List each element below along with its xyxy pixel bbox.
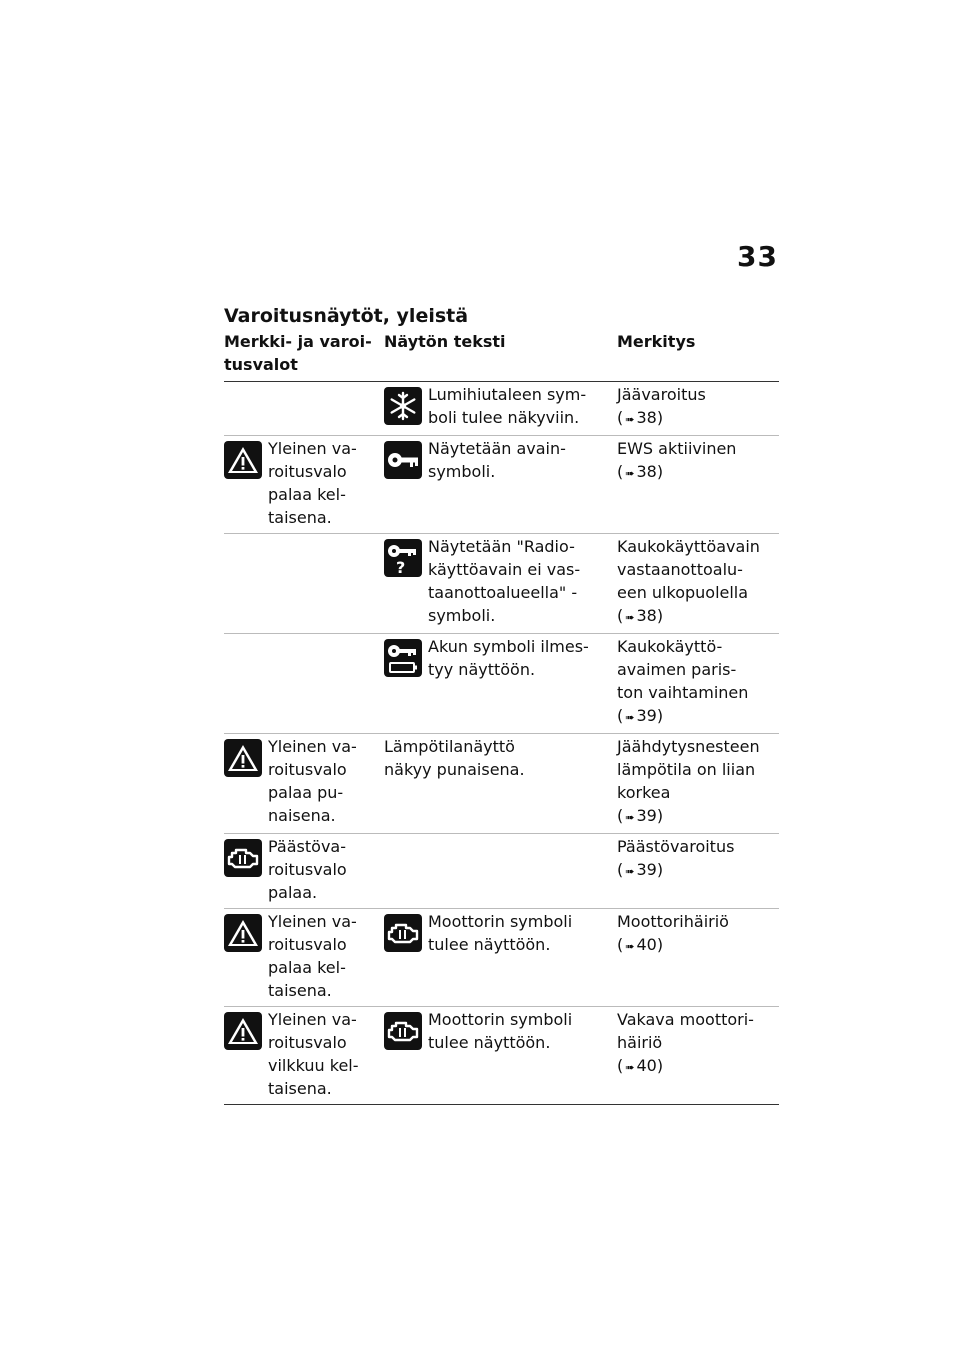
page-reference-link[interactable]: ( ➠ 38) — [617, 606, 663, 625]
cell-meaning — [617, 834, 779, 909]
arrow-right-icon: ➠ — [625, 413, 635, 426]
key-question-icon — [384, 539, 422, 577]
page-reference-number: 39 — [636, 806, 657, 825]
page-reference-number: 38 — [636, 606, 657, 625]
svg-text:?: ? — [396, 558, 406, 574]
header-meaning: Merkitys — [617, 330, 779, 382]
page-reference-number: 40 — [636, 935, 657, 954]
arrow-right-icon: ➠ — [625, 940, 635, 953]
cell-display — [384, 734, 617, 834]
cell-light — [224, 382, 384, 436]
display-text: Näytetään "Radio- käyttöavain ei vas- taanottoalueella" - symboli. — [428, 537, 581, 625]
table-row — [224, 1007, 779, 1105]
light-description: Päästöva- roitusvalo palaa. — [268, 837, 347, 902]
cell-light — [224, 734, 384, 834]
warning-triangle-icon — [224, 1012, 262, 1050]
page-reference-link[interactable]: ( ➠ 38) — [617, 408, 663, 427]
light-description: Yleinen va- roitusvalo palaa kel- taisena. — [268, 439, 357, 527]
light-description: Yleinen va- roitusvalo palaa kel- taisena. — [268, 912, 357, 1000]
meaning-text: Kaukokäyttöavain vastaanottoalu- een ulkopuolella — [617, 537, 760, 602]
display-text: Lämpötilanäyttö näkyy punaisena. — [384, 737, 525, 779]
meaning-text: Jäähdytysnesteen lämpötila on liian korkea — [617, 737, 760, 802]
table-header-row — [224, 330, 779, 382]
cell-meaning — [617, 382, 779, 436]
page-reference-link[interactable]: ( ➠ 38) — [617, 462, 663, 481]
cell-display — [384, 436, 617, 534]
table-row — [224, 382, 779, 436]
table-row — [224, 436, 779, 534]
page-reference-number: 38 — [636, 408, 657, 427]
snowflake-icon — [384, 387, 422, 425]
cell-display — [384, 634, 617, 734]
arrow-right-icon: ➠ — [625, 865, 635, 878]
cell-display — [384, 382, 617, 436]
meaning-text: Moottorihäiriö — [617, 912, 729, 931]
section-title: Varoitusnäytöt, yleistä — [224, 305, 469, 327]
arrow-right-icon: ➠ — [625, 467, 635, 480]
cell-display — [384, 909, 617, 1007]
light-description: Yleinen va- roitusvalo vilkkuu kel- taisena. — [268, 1010, 359, 1098]
page-reference-link[interactable]: ( ➠ 39) — [617, 860, 663, 879]
table-body — [224, 382, 779, 1105]
display-text: Näytetään avain- symboli. — [428, 439, 566, 481]
warning-table — [224, 330, 779, 1105]
table-row — [224, 909, 779, 1007]
cell-meaning — [617, 734, 779, 834]
arrow-right-icon: ➠ — [625, 711, 635, 724]
page-reference-link[interactable]: ( ➠ 39) — [617, 706, 663, 725]
arrow-right-icon: ➠ — [625, 1061, 635, 1074]
arrow-right-icon: ➠ — [625, 611, 635, 624]
meaning-text: Päästövaroitus — [617, 837, 735, 856]
display-text: Akun symboli ilmes- tyy näyttöön. — [428, 637, 589, 679]
page-reference-number: 40 — [636, 1056, 657, 1075]
key-icon — [384, 441, 422, 479]
header-lights: Merkki- ja varoi- tusvalot — [224, 330, 384, 382]
warning-triangle-icon — [224, 739, 262, 777]
page-reference-number: 38 — [636, 462, 657, 481]
meaning-text: Kaukokäyttö- avaimen paris- ton vaihtaminen — [617, 637, 749, 702]
light-description: Yleinen va- roitusvalo palaa pu- naisena. — [268, 737, 357, 825]
meaning-text: Jäävaroitus — [617, 385, 706, 404]
warning-triangle-icon — [224, 914, 262, 952]
cell-light — [224, 534, 384, 634]
key-battery-icon — [384, 639, 422, 677]
cell-meaning — [617, 634, 779, 734]
display-text: Lumihiutaleen sym- boli tulee näkyviin. — [428, 385, 587, 427]
page-reference-number: 39 — [636, 860, 657, 879]
cell-display — [384, 534, 617, 634]
cell-light — [224, 1007, 384, 1105]
engine-icon — [224, 839, 262, 877]
cell-meaning — [617, 909, 779, 1007]
cell-light — [224, 436, 384, 534]
meaning-text: EWS aktiivinen — [617, 439, 737, 458]
table-row — [224, 534, 779, 634]
engine-icon — [384, 914, 422, 952]
header-display-text: Näytön teksti — [384, 330, 617, 382]
cell-meaning — [617, 534, 779, 634]
cell-light — [224, 834, 384, 909]
warning-triangle-icon — [224, 441, 262, 479]
page-reference-link[interactable]: ( ➠ 40) — [617, 935, 663, 954]
cell-light — [224, 634, 384, 734]
page-reference-link[interactable]: ( ➠ 40) — [617, 1056, 663, 1075]
display-text: Moottorin symboli tulee näyttöön. — [428, 912, 573, 954]
page-number: 33 — [737, 240, 778, 273]
cell-light — [224, 909, 384, 1007]
display-text: Moottorin symboli tulee näyttöön. — [428, 1010, 573, 1052]
page-reference-link[interactable]: ( ➠ 39) — [617, 806, 663, 825]
cell-display — [384, 834, 617, 909]
meaning-text: Vakava moottori- häiriö — [617, 1010, 754, 1052]
arrow-right-icon: ➠ — [625, 811, 635, 824]
cell-display — [384, 1007, 617, 1105]
engine-icon — [384, 1012, 422, 1050]
page-reference-number: 39 — [636, 706, 657, 725]
table-row — [224, 834, 779, 909]
table-row — [224, 634, 779, 734]
cell-meaning — [617, 1007, 779, 1105]
cell-meaning — [617, 436, 779, 534]
table-row — [224, 734, 779, 834]
